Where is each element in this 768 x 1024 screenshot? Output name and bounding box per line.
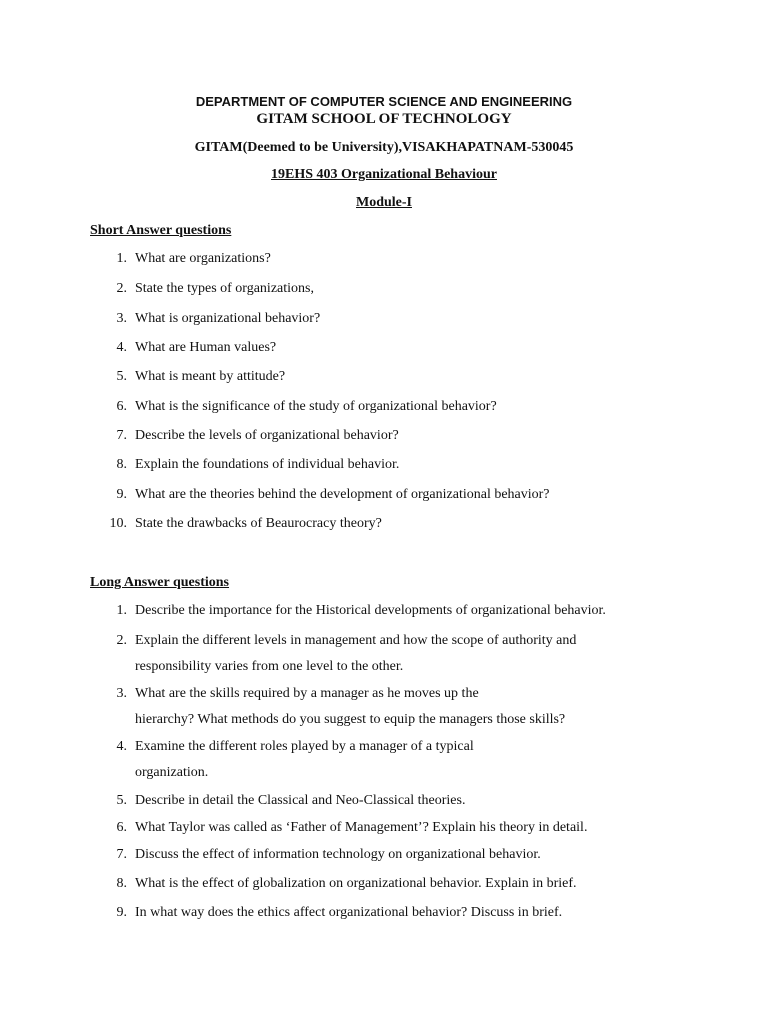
question-text: Examine the different roles played by a manager of a typical: [135, 739, 474, 754]
long-answer-heading: Long Answer questions: [90, 575, 230, 590]
question-text: Describe the levels of organizational behavior?: [135, 428, 399, 443]
question-number: 6.: [116, 399, 127, 414]
question-number: 6.: [116, 820, 127, 835]
school-heading: GITAM SCHOOL OF TECHNOLOGY: [256, 111, 512, 127]
question-text: What are the theories behind the development of organizational behavior?: [135, 487, 550, 502]
question-number: 4.: [116, 739, 127, 754]
question-number: 8.: [116, 876, 127, 891]
question-text: What Taylor was called as ‘Father of Management’? Explain his theory in detail.: [135, 820, 588, 835]
question-number: 8.: [116, 457, 127, 472]
question-text: What is the effect of globalization on organizational behavior. Explain in brief.: [135, 876, 577, 891]
question-text: What are Human values?: [135, 340, 277, 355]
department-heading: DEPARTMENT OF COMPUTER SCIENCE AND ENGINEERING: [195, 94, 573, 109]
question-text: What are the skills required by a manager as he moves up the: [135, 686, 479, 701]
question-text: What is organizational behavior?: [135, 311, 321, 326]
short-answer-heading: Short Answer questions: [90, 223, 232, 238]
question-text: organization.: [135, 765, 209, 780]
question-number: 2.: [116, 281, 127, 296]
question-text: Describe the importance for the Historical developments of organizational behavior.: [135, 603, 606, 618]
question-text: responsibility varies from one level to the other.: [135, 659, 404, 674]
question-number: 4.: [116, 340, 127, 355]
question-number: 10.: [109, 516, 127, 531]
question-number: 9.: [116, 487, 127, 502]
question-text: Explain the different levels in management and how the scope of authority and: [135, 633, 577, 648]
question-number: 5.: [116, 793, 127, 808]
question-text: What are organizations?: [135, 251, 271, 266]
question-text: What is meant by attitude?: [135, 369, 286, 384]
question-text: State the drawbacks of Beaurocracy theory?: [135, 516, 382, 531]
question-number: 3.: [116, 686, 127, 701]
module-title: Module-I: [356, 195, 412, 210]
question-text: hierarchy? What methods do you suggest to equip the managers those skills?: [135, 712, 566, 727]
university-heading: GITAM(Deemed to be University),VISAKHAPATNAM-530045: [194, 140, 574, 155]
question-text: What is the significance of the study of organizational behavior?: [135, 399, 497, 414]
question-text: Explain the foundations of individual behavior.: [135, 457, 400, 472]
question-text: Discuss the effect of information technology on organizational behavior.: [135, 847, 541, 862]
question-number: 1.: [116, 603, 127, 618]
question-number: 9.: [116, 905, 127, 920]
question-text: State the types of organizations,: [135, 281, 314, 296]
question-number: 7.: [116, 428, 127, 443]
question-text: Describe in detail the Classical and Neo-Classical theories.: [135, 793, 466, 808]
question-number: 2.: [116, 633, 127, 648]
question-number: 1.: [116, 251, 127, 266]
question-number: 3.: [116, 311, 127, 326]
question-number: 7.: [116, 847, 127, 862]
course-title: 19EHS 403 Organizational Behaviour: [271, 167, 497, 182]
question-number: 5.: [116, 369, 127, 384]
question-text: In what way does the ethics affect organizational behavior? Discuss in brief.: [135, 905, 563, 920]
